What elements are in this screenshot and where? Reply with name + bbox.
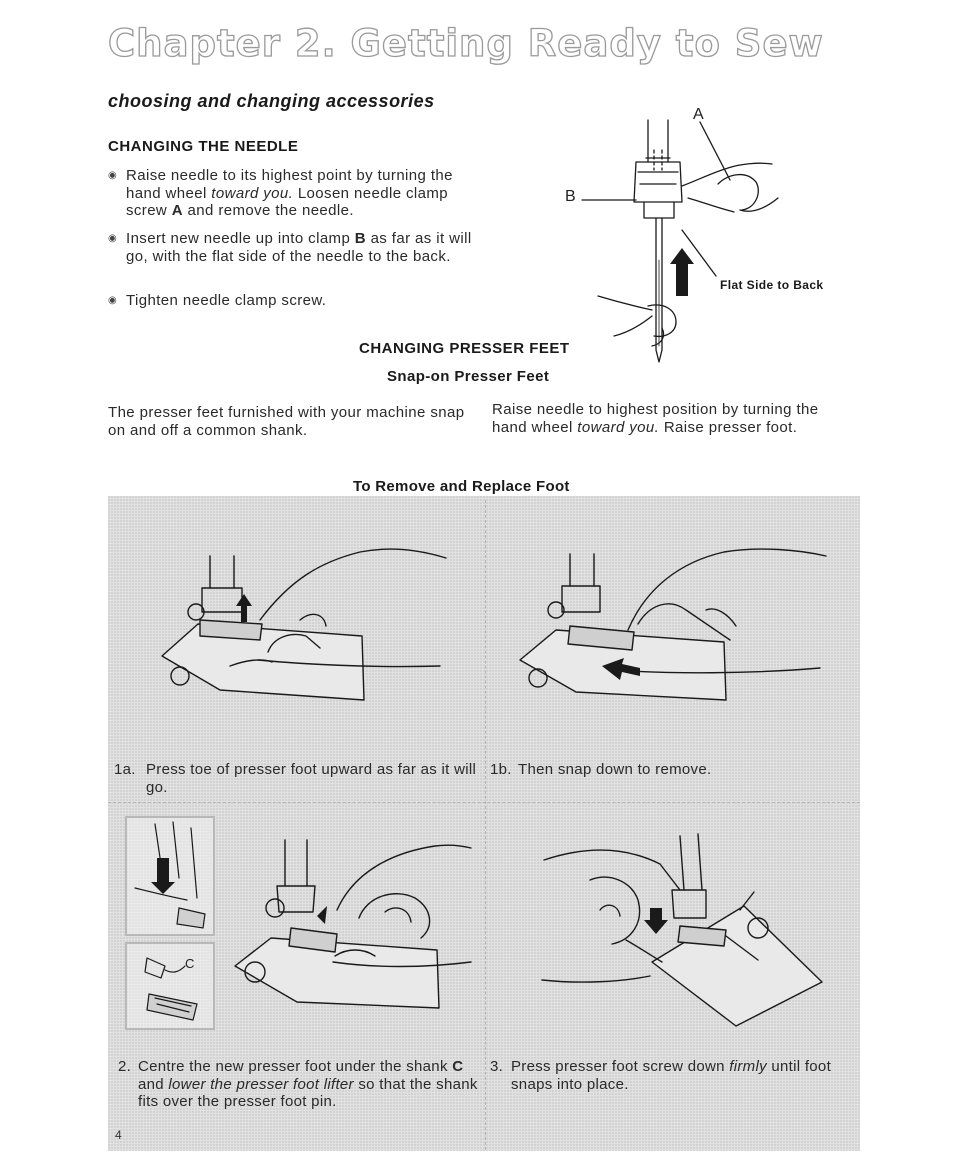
label-b: B bbox=[565, 188, 576, 205]
presser-intro-left: The presser feet furnished with your machine snap on and off a common shank. bbox=[108, 404, 465, 439]
inset-shank-drawing bbox=[127, 818, 213, 934]
bullet-icon: ◉ bbox=[108, 295, 118, 306]
caption-step-2: 2. Centre the new presser foot under the shank C and lower the presser foot lifter so that the shank fits over the presser foot pin. bbox=[118, 1058, 478, 1110]
changing-needle-heading: CHANGING THE NEEDLE bbox=[108, 138, 299, 155]
inset-label-c: C bbox=[185, 956, 195, 971]
inset-foot-view bbox=[125, 942, 215, 1030]
needle-step-3: ◉ Tighten needle clamp screw. bbox=[108, 292, 327, 309]
illustration-step-1b bbox=[510, 540, 830, 710]
section-title: choosing and changing accessories bbox=[108, 91, 435, 111]
illustration-step-3 bbox=[540, 830, 840, 1040]
needle-clamp-illustration bbox=[590, 110, 810, 370]
presser-intro-right: Raise needle to highest position by turning the hand wheel toward you. Raise presser foot. bbox=[492, 401, 819, 436]
snap-on-presser-feet-heading: Snap-on Presser Feet bbox=[387, 368, 550, 385]
illustration-step-1a bbox=[150, 540, 470, 710]
needle-step-1: ◉ Raise needle to its highest point by turning the hand wheel toward you. Loosen needle clamp screw A and remove the needle. bbox=[108, 167, 453, 219]
illustration-step-2 bbox=[225, 830, 485, 1040]
chapter-title: Chapter 2. Getting Ready to Sew bbox=[108, 22, 824, 65]
changing-presser-feet-heading: CHANGING PRESSER FEET bbox=[359, 340, 570, 357]
flat-side-caption: Flat Side to Back bbox=[720, 278, 824, 292]
needle-step-2: ◉ Insert new needle up into clamp B as far as it will go, with the flat side of the needle to the back. bbox=[108, 230, 472, 265]
label-a: A bbox=[693, 106, 704, 123]
panel-divider-horizontal bbox=[108, 802, 860, 803]
bullet-icon: ◉ bbox=[108, 170, 118, 181]
remove-replace-heading: To Remove and Replace Foot bbox=[353, 478, 570, 495]
inset-shank-view bbox=[125, 816, 215, 936]
page-number: 4 bbox=[115, 1128, 122, 1142]
bullet-icon: ◉ bbox=[108, 233, 118, 244]
caption-step-1a: 1a. Press toe of presser foot upward as far as it will go. bbox=[114, 761, 477, 796]
inset-foot-drawing bbox=[127, 944, 213, 1028]
caption-step-1b: 1b. Then snap down to remove. bbox=[490, 761, 712, 778]
panel-divider-vertical bbox=[485, 500, 486, 1150]
caption-step-3: 3. Press presser foot screw down firmly until foot snaps into place. bbox=[490, 1058, 832, 1093]
